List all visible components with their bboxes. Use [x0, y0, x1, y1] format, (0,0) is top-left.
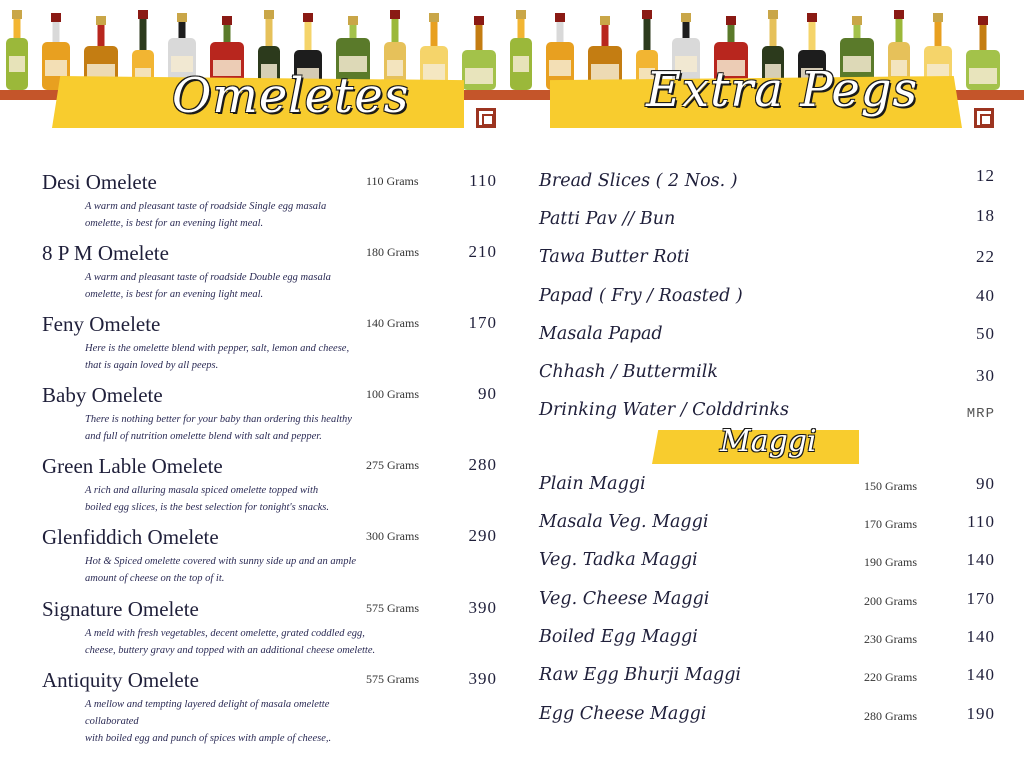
item-price: 170 — [468, 313, 497, 332]
item-name: Baby Omelete — [42, 383, 163, 407]
item-description: A rich and alluring masala spiced omelette topped with boiled egg slices, is the best selection for tonight's snacks. — [85, 485, 330, 513]
item-description: Hot & Spiced omelette covered with sunny side up and an ample amount of cheese on the top of it. — [85, 556, 357, 584]
item-name: Raw Egg Bhurji Maggi — [539, 665, 742, 685]
omeletes-title: Omeletes — [172, 68, 410, 124]
maggi-title: Maggi — [720, 424, 817, 459]
item-grams: 575 Grams — [366, 672, 419, 686]
item-price: 390 — [468, 598, 497, 617]
item-grams: 180 Grams — [366, 245, 419, 259]
menu-item — [539, 550, 995, 576]
item-grams: 190 Grams — [864, 555, 917, 569]
item-grams: 275 Grams — [366, 458, 419, 472]
item-grams: 220 Grams — [864, 670, 917, 684]
item-name: Veg. Cheese Maggi — [539, 589, 710, 609]
item-grams: 575 Grams — [366, 601, 419, 615]
item-name: Bread Slices ( 2 Nos. ) — [539, 171, 738, 191]
item-grams: 300 Grams — [366, 529, 419, 543]
item-name: Green Lable Omelete — [42, 454, 223, 478]
item-price: 140 — [966, 627, 995, 646]
item-grams: 280 Grams — [864, 709, 917, 723]
item-description: A warm and pleasant taste of roadside Single egg masala omelette, is best for an evening light meal. — [85, 201, 327, 229]
item-price: 170 — [966, 589, 995, 608]
item-grams: 100 Grams — [366, 387, 419, 401]
item-price: 90 — [976, 474, 995, 493]
item-name: Feny Omelete — [42, 312, 161, 336]
item-description: Here is the omelette blend with pepper, salt, lemon and cheese, that is again loved by all peeps. — [85, 343, 350, 371]
item-grams: 140 Grams — [366, 316, 419, 330]
item-name: Papad ( Fry / Roasted ) — [539, 286, 743, 306]
item-grams: 150 Grams — [864, 479, 917, 493]
item-price: 50 — [976, 324, 995, 343]
extra-pegs-title: Extra Pegs — [646, 62, 919, 118]
item-name: Tawa Butter Roti — [539, 247, 690, 267]
item-price: 30 — [976, 366, 995, 385]
item-name: Chhash / Buttermilk — [539, 362, 718, 382]
item-price: 190 — [966, 704, 995, 723]
item-price: 18 — [976, 206, 995, 225]
item-price: 280 — [468, 455, 497, 474]
square-icon — [476, 108, 496, 128]
item-price: 90 — [478, 384, 497, 403]
menu-item — [539, 589, 995, 615]
item-name: Signature Omelete — [42, 597, 199, 621]
square-icon — [974, 108, 994, 128]
item-name: Masala Veg. Maggi — [539, 512, 709, 532]
menu-item — [539, 474, 995, 500]
item-description: A mellow and tempting layered delight of masala omelette collaborated with boiled egg and punch of spices with ample of cheese,. — [85, 699, 332, 744]
menu-item — [539, 286, 995, 312]
item-price: 140 — [966, 665, 995, 684]
item-name: Egg Cheese Maggi — [539, 704, 707, 724]
item-name: Glenfiddich Omelete — [42, 525, 219, 549]
item-price: 110 — [469, 171, 497, 190]
item-name: Desi Omelete — [42, 170, 157, 194]
menu-item — [539, 627, 995, 653]
item-price: 110 — [967, 512, 995, 531]
menu-item — [539, 704, 995, 730]
item-name: Boiled Egg Maggi — [539, 627, 698, 647]
item-price: 140 — [966, 550, 995, 569]
menu-item — [539, 166, 995, 197]
item-description: A warm and pleasant taste of roadside Double egg masala omelette, is best for an evening light meal. — [85, 272, 331, 300]
item-grams: 230 Grams — [864, 632, 917, 646]
item-name: Antiquity Omelete — [42, 668, 199, 692]
item-price: 40 — [976, 286, 995, 305]
item-price: 390 — [468, 669, 497, 688]
item-grams: 200 Grams — [864, 594, 917, 608]
menu-item — [539, 512, 995, 538]
item-price: 290 — [468, 526, 497, 545]
item-price: 210 — [468, 242, 497, 261]
item-price: 12 — [976, 166, 995, 185]
item-description: A meld with fresh vegetables, decent omelette, grated coddled egg, cheese, buttery gravy and topped with an additional cheese omelette. — [85, 628, 376, 656]
menu-item — [539, 665, 995, 691]
item-name: Masala Papad — [539, 324, 663, 344]
item-grams: 170 Grams — [864, 517, 917, 531]
menu-item — [539, 206, 995, 235]
menu-item — [539, 362, 995, 388]
item-name: Veg. Tadka Maggi — [539, 550, 698, 570]
menu-item — [539, 247, 995, 273]
item-price: 22 — [976, 247, 995, 266]
item-name: Patti Pav // Bun — [539, 209, 676, 229]
item-name: Drinking Water / Colddrinks — [539, 400, 789, 420]
item-name: Plain Maggi — [539, 474, 646, 494]
item-price: MRP — [966, 406, 995, 422]
item-description: There is nothing better for your baby than ordering this healthy and full of nutrition omelette blend with salt and pepper. — [85, 414, 352, 442]
item-grams: 110 Grams — [366, 174, 419, 188]
menu-item — [539, 400, 995, 426]
menu-item — [539, 324, 995, 350]
item-name: 8 P M Omelete — [42, 241, 169, 265]
